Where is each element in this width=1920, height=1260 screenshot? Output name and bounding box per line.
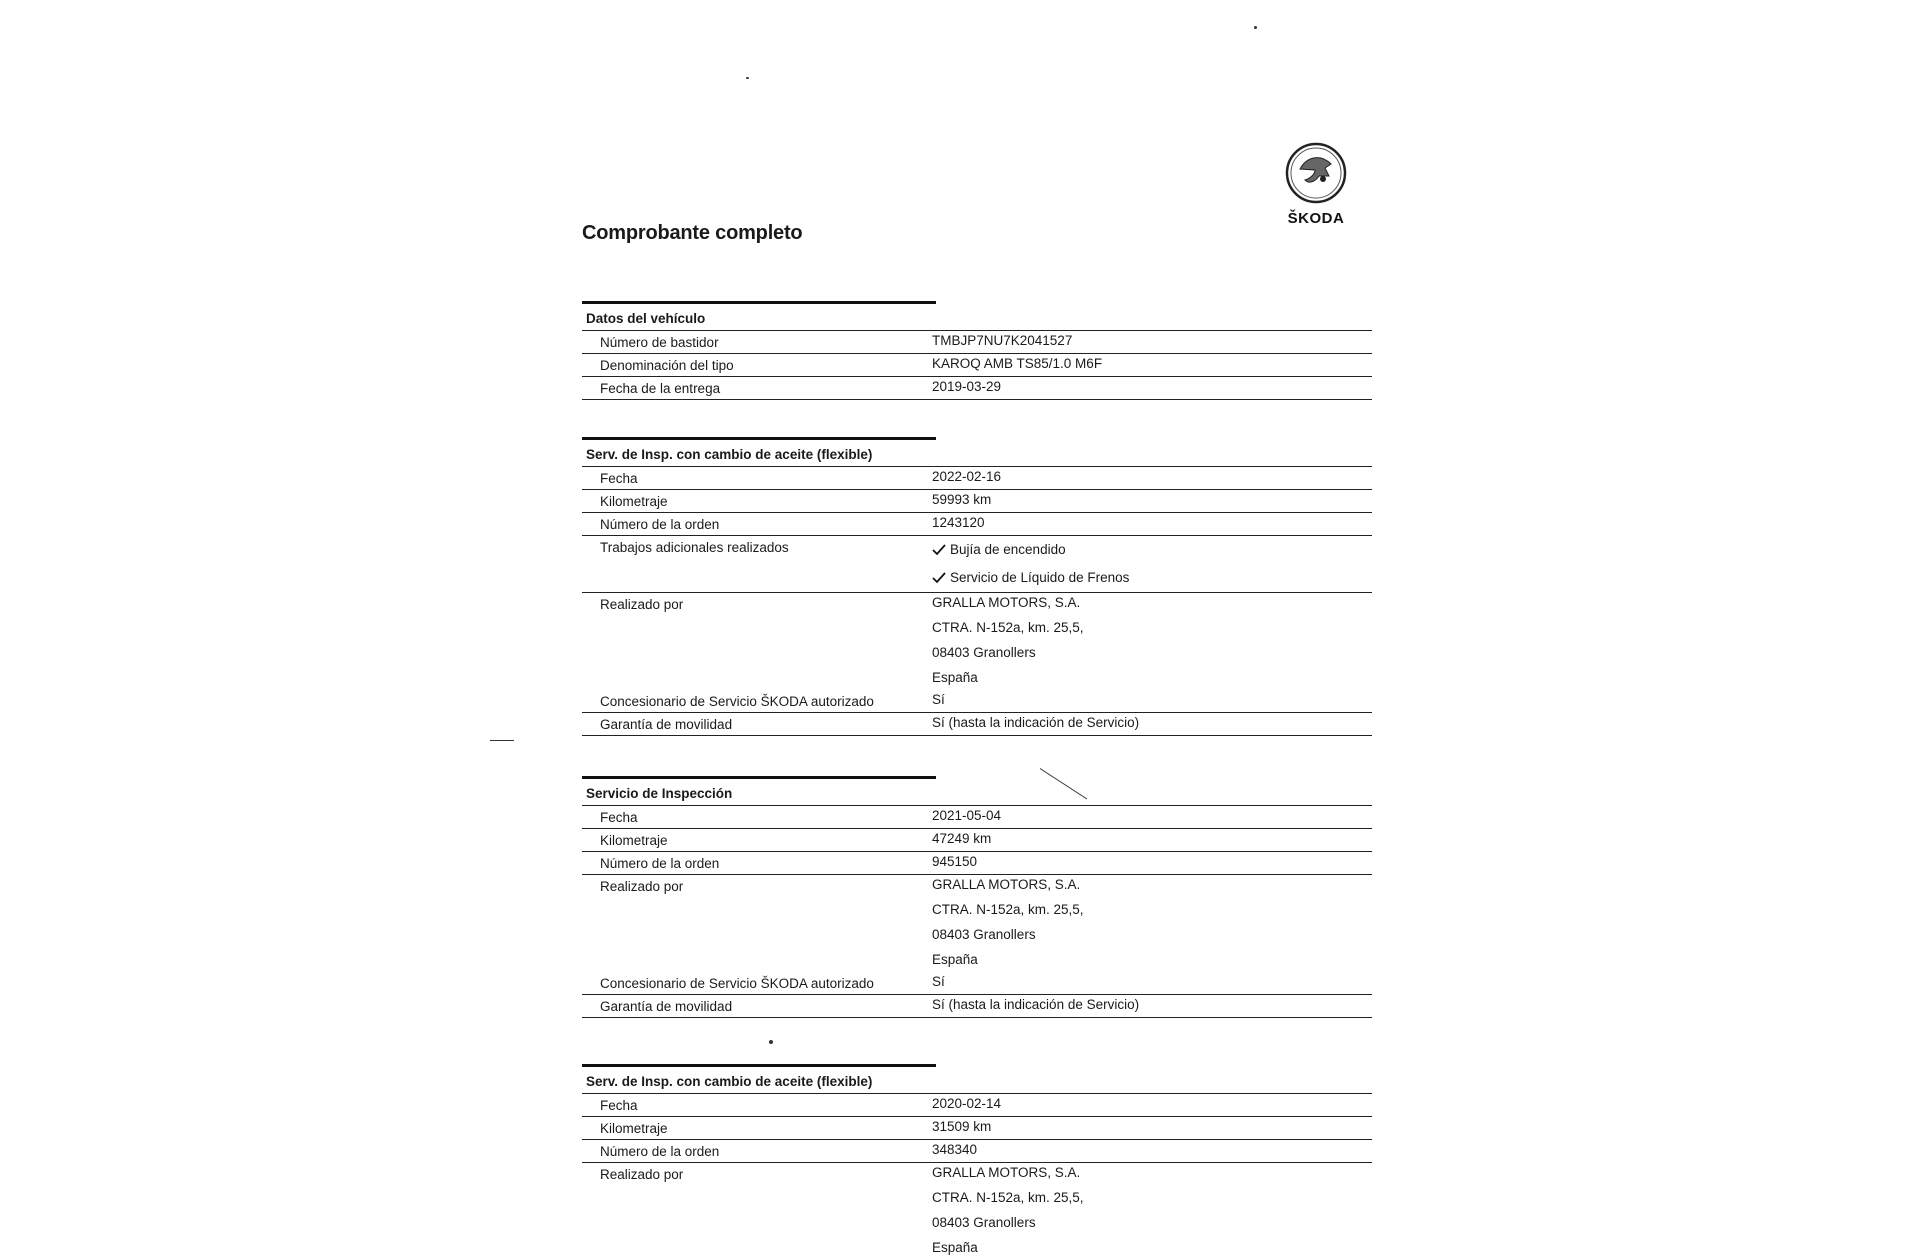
- row-value: Sí (hasta la indicación de Servicio): [932, 715, 1140, 730]
- row-value: 945150: [932, 854, 978, 869]
- table-row: [582, 1093, 1372, 1116]
- row-value: 2020-02-14: [932, 1096, 1002, 1111]
- address-line: GRALLA MOTORS, S.A.: [932, 1165, 1081, 1180]
- table-row: [582, 489, 1372, 512]
- table-row: [582, 535, 1372, 592]
- scan-speck: [1254, 26, 1257, 29]
- row-value: 2022-02-16: [932, 469, 1002, 484]
- row-label: Trabajos adicionales realizados: [600, 540, 789, 555]
- row-value: Sí: [932, 692, 945, 707]
- table-row: [582, 353, 1372, 376]
- table-row: [582, 376, 1372, 399]
- table-row: [582, 690, 1372, 712]
- row-label: Concesionario de Servicio ŠKODA autorizado: [600, 976, 874, 991]
- checkmark-icon: [932, 536, 950, 564]
- row-value: 31509 km: [932, 1119, 992, 1134]
- row-value: Sí: [932, 974, 945, 989]
- row-label: Realizado por: [600, 879, 684, 894]
- section-divider: [582, 1017, 1372, 1018]
- service-section-1: [582, 437, 1372, 736]
- address-line: GRALLA MOTORS, S.A.: [932, 595, 1081, 610]
- section-divider: [582, 399, 1372, 400]
- table-row: [582, 828, 1372, 851]
- row-label: Garantía de movilidad: [600, 999, 733, 1014]
- address-line: 08403 Granollers: [932, 927, 1036, 942]
- section-heading: Serv. de Insp. con cambio de aceite (flexible): [582, 1064, 936, 1093]
- row-label: Fecha: [600, 1098, 638, 1113]
- row-value: 348340: [932, 1142, 978, 1157]
- address-line: GRALLA MOTORS, S.A.: [932, 877, 1081, 892]
- row-value: 2019-03-29: [932, 379, 1002, 394]
- skoda-arrow-logo-icon: [1285, 142, 1347, 204]
- work-item-label: Servicio de Líquido de Frenos: [950, 570, 1130, 585]
- section-heading: Datos del vehículo: [582, 301, 936, 330]
- row-label: Kilometraje: [600, 1121, 668, 1136]
- row-label: Número de la orden: [600, 856, 720, 871]
- row-label: Fecha: [600, 810, 638, 825]
- row-label: Kilometraje: [600, 833, 668, 848]
- row-label: Número de la orden: [600, 1144, 720, 1159]
- section-heading: Serv. de Insp. con cambio de aceite (flexible): [582, 437, 936, 466]
- row-value: 59993 km: [932, 492, 992, 507]
- scan-speck: [746, 77, 749, 79]
- row-label: Número de bastidor: [600, 335, 719, 350]
- address-line: CTRA. N-152a, km. 25,5,: [932, 620, 1084, 635]
- row-value: KAROQ AMB TS85/1.0 M6F: [932, 356, 1103, 371]
- address-line: 08403 Granollers: [932, 645, 1036, 660]
- table-row: [582, 592, 1372, 690]
- table-row: [582, 1162, 1372, 1260]
- table-row: [582, 466, 1372, 489]
- row-value: TMBJP7NU7K2041527: [932, 333, 1073, 348]
- row-label: Kilometraje: [600, 494, 668, 509]
- table-row: [582, 330, 1372, 353]
- address-line: España: [932, 670, 978, 685]
- section-heading: Servicio de Inspección: [582, 776, 936, 805]
- list-item: [932, 564, 1372, 592]
- page-title: Comprobante completo: [582, 222, 803, 244]
- address-line: CTRA. N-152a, km. 25,5,: [932, 1190, 1084, 1205]
- scan-speck: [769, 1040, 773, 1044]
- row-label: Realizado por: [600, 597, 684, 612]
- table-row: [582, 1116, 1372, 1139]
- table-row: [582, 712, 1372, 735]
- row-label: Fecha de la entrega: [600, 381, 721, 396]
- row-label: Realizado por: [600, 1167, 684, 1182]
- address-line: CTRA. N-152a, km. 25,5,: [932, 902, 1084, 917]
- row-value: 47249 km: [932, 831, 992, 846]
- table-row: [582, 994, 1372, 1017]
- row-value: Sí (hasta la indicación de Servicio): [932, 997, 1140, 1012]
- vehicle-section: [582, 301, 1372, 400]
- address-line: España: [932, 1240, 978, 1255]
- work-item-label: Bujía de encendido: [950, 542, 1066, 557]
- scan-dash-mark: [490, 740, 514, 741]
- table-row: [582, 805, 1372, 828]
- address-line: 08403 Granollers: [932, 1215, 1036, 1230]
- brand-name: ŠKODA: [1287, 210, 1345, 227]
- table-row: [582, 512, 1372, 535]
- service-section-3: [582, 1064, 1372, 1260]
- row-value: 2021-05-04: [932, 808, 1002, 823]
- table-row: [582, 972, 1372, 994]
- row-label: Fecha: [600, 471, 638, 486]
- table-row: [582, 851, 1372, 874]
- row-label: Número de la orden: [600, 517, 720, 532]
- list-item: [932, 536, 1372, 564]
- skoda-logo: [1278, 142, 1354, 227]
- service-section-2: [582, 776, 1372, 1018]
- row-label: Denominación del tipo: [600, 358, 734, 373]
- checkmark-icon: [932, 564, 950, 592]
- table-row: [582, 874, 1372, 972]
- row-label: Concesionario de Servicio ŠKODA autorizado: [600, 694, 874, 709]
- section-divider: [582, 735, 1372, 736]
- row-value: 1243120: [932, 515, 985, 530]
- address-line: España: [932, 952, 978, 967]
- row-label: Garantía de movilidad: [600, 717, 733, 732]
- table-row: [582, 1139, 1372, 1162]
